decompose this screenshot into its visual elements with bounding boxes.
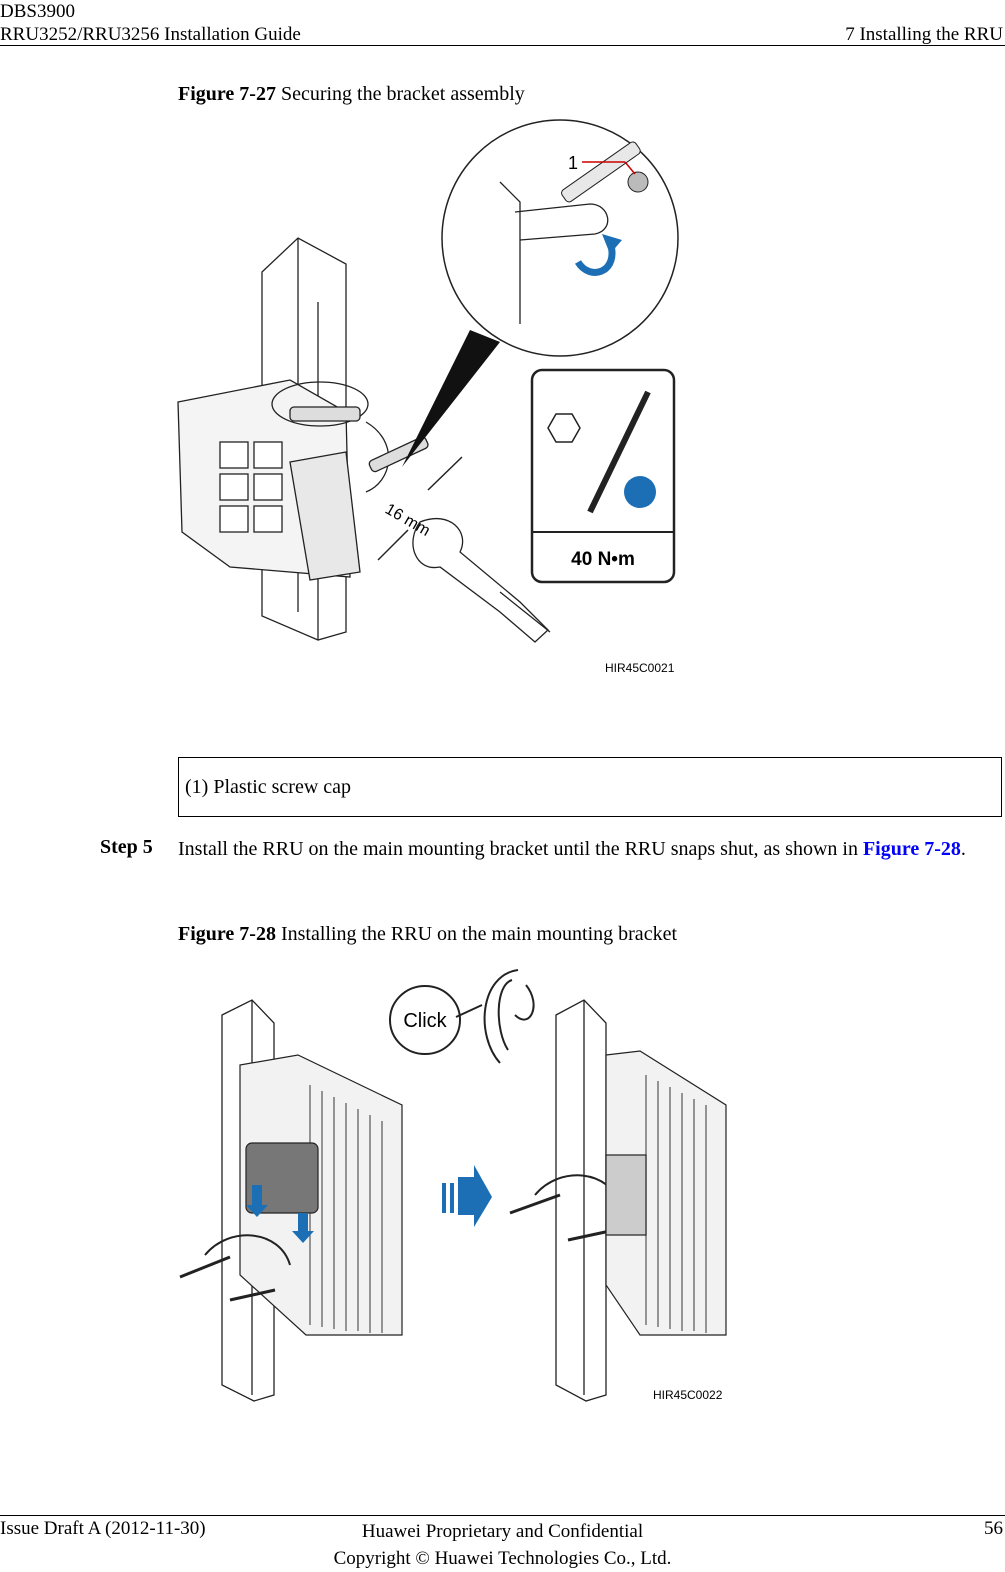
header-rule	[0, 45, 1005, 46]
bracket-drawing	[178, 380, 429, 580]
step-body: Install the RRU on the main mounting bracket until the RRU snaps shut, as shown in	[178, 838, 863, 860]
figure-title: Installing the RRU on the main mounting bracket	[280, 923, 677, 945]
figure-caption-7-27	[178, 82, 525, 106]
step-text	[178, 836, 996, 863]
figure-legend-table	[178, 757, 1002, 817]
right-pole-drawing	[556, 1000, 606, 1401]
left-rru-drawing	[180, 1055, 402, 1335]
figure-label: Figure 7-28	[178, 923, 276, 945]
header-chapter: 7 Installing the RRU	[845, 24, 1003, 45]
figure-bracket-assembly-illustration	[170, 112, 690, 682]
torque-panel	[532, 370, 674, 582]
figure-rru-installation-illustration	[170, 955, 740, 1410]
footer-center	[0, 1518, 1005, 1572]
step-end: .	[960, 838, 966, 860]
page-number: 56	[984, 1518, 1003, 1539]
footer-confidential: Huawei Proprietary and Confidential	[361, 1521, 644, 1542]
header-product: DBS3900	[0, 1, 75, 22]
click-bubble	[390, 986, 482, 1054]
callout-1-label: 1	[568, 153, 579, 173]
step-label: Step 5	[100, 836, 153, 858]
figure-title: Securing the bracket assembly	[280, 83, 525, 105]
header-guide-title: RRU3252/RRU3256 Installation Guide	[0, 24, 301, 45]
ear-icon	[485, 970, 534, 1063]
figure-label: Figure 7-27	[178, 83, 276, 105]
legend-item-1: (1) Plastic screw cap	[185, 776, 352, 798]
figure-caption-7-28	[178, 922, 677, 946]
footer-copyright: Copyright © Huawei Technologies Co., Ltd.	[333, 1548, 672, 1569]
figure-link[interactable]: Figure 7-28	[862, 838, 961, 860]
footer-issue: Issue Draft A (2012-11-30)	[0, 1518, 206, 1539]
figure-code: HIR45C0022	[653, 1388, 723, 1402]
hex-bolt-icon	[548, 414, 580, 442]
click-label: Click	[403, 1010, 447, 1032]
footer-rule	[0, 1515, 1005, 1516]
right-rru-drawing	[510, 1051, 726, 1335]
magnified-detail-circle	[442, 120, 678, 356]
torque-value: 40 N•m	[571, 549, 635, 570]
page-header-left	[0, 0, 301, 46]
right-arrow-icon	[442, 1165, 492, 1227]
spanner-drawing	[413, 519, 550, 642]
rotate-clockwise-icon	[624, 476, 656, 508]
spanner-size-label: 16 mm	[382, 500, 433, 540]
zoom-cone	[402, 330, 500, 467]
figure-code: HIR45C0021	[605, 661, 675, 675]
